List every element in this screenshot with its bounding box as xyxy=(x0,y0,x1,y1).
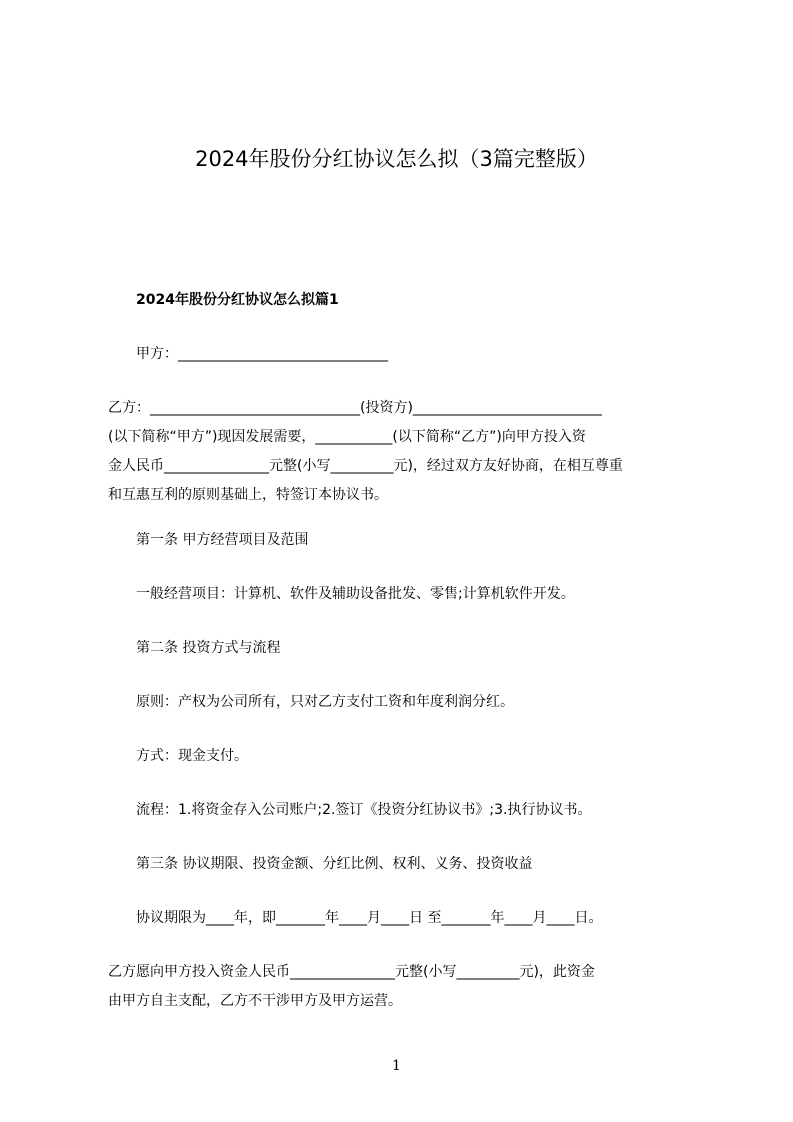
investment-line-2: 由甲方自主支配，乙方不干涉甲方及甲方运营。 xyxy=(108,993,402,1009)
article-2-process: 流程：1.将资金存入公司账户;2.签订《投资分红协议书》;3.执行协议书。 xyxy=(136,802,592,818)
article-2-principle: 原则：产权为公司所有，只对乙方支付工资和年度利润分红。 xyxy=(136,694,514,710)
investment-line-1: 乙方愿向甲方投入资金人民币_______________元整(小写_________元)，此资金 xyxy=(108,964,595,980)
article-3-heading: 第三条 协议期限、投资金额、分红比例、权利、义务、投资收益 xyxy=(136,856,533,872)
intro-line-3: 金人民币_______________元整(小写_________元)，经过双方友好协商，在相互尊重 xyxy=(108,458,623,474)
party-a-line: 甲方：______________________________ xyxy=(136,346,388,362)
article-2-heading: 第二条 投资方式与流程 xyxy=(136,640,281,656)
intro-paragraph xyxy=(108,398,623,514)
article-1-scope: 一般经营项目：计算机、软件及辅助设备批发、零售;计算机软件开发。 xyxy=(136,586,575,602)
article-3-term: 协议期限为____年，即_______年____月____日 至_______年____月____日。 xyxy=(136,910,603,926)
document-title: 2024年股份分红协议怎么拟（3篇完整版） xyxy=(195,147,598,171)
intro-line-2: (以下简称“甲方”)现因发展需要，___________(以下简称“乙方”)向甲方投入资 xyxy=(108,429,586,445)
intro-line-1: 乙方：______________________________(投资方)___________________________ xyxy=(108,400,602,416)
article-3-investment-paragraph xyxy=(108,962,595,1020)
intro-line-4: 和互惠互利的原则基础上，特签订本协议书。 xyxy=(108,487,388,503)
page-number: 1 xyxy=(392,1058,401,1074)
section-heading: 2024年股份分红协议怎么拟篇1 xyxy=(136,292,339,308)
article-1-heading: 第一条 甲方经营项目及范围 xyxy=(136,532,309,548)
article-2-method: 方式：现金支付。 xyxy=(136,748,248,764)
